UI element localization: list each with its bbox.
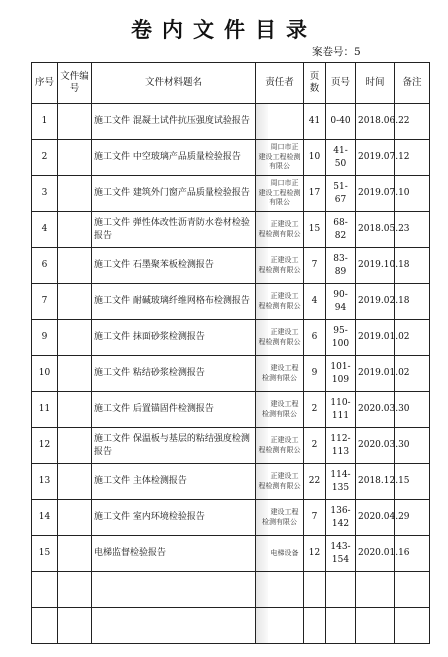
cell-pages <box>304 608 326 644</box>
cell-doc-number <box>58 500 92 536</box>
cell-page-number <box>326 608 356 644</box>
responsible-text: 建设工程检测有限公 <box>262 400 299 418</box>
cell-doc-number <box>58 356 92 392</box>
cell-doc-number <box>58 140 92 176</box>
cell-title <box>92 572 256 608</box>
responsible-text: 正建设工程检测有限公 <box>258 328 301 346</box>
responsible-text: 正建设工程检测有限公 <box>258 472 301 490</box>
cell-responsible <box>256 608 304 644</box>
table-row <box>32 212 430 248</box>
cell-pages: 41 <box>304 104 326 140</box>
responsible-text: 周口市正建设工程检测有限公 <box>258 143 301 171</box>
cell-responsible <box>256 176 304 212</box>
cell-responsible <box>256 320 304 356</box>
cell-pages: 9 <box>304 356 326 392</box>
cell-title: 施工文件 抹面砂浆检测报告 <box>92 320 256 356</box>
cell-time: 2019.07.10 <box>356 176 395 212</box>
cell-responsible <box>256 536 304 572</box>
table-row <box>32 464 430 500</box>
cell-page-number: 68-82 <box>326 212 356 248</box>
table-header-row <box>32 63 430 104</box>
cell-title: 施工文件 保温板与基层的粘结强度检测报告 <box>92 428 256 464</box>
cell-doc-number <box>58 176 92 212</box>
cell-doc-number <box>58 392 92 428</box>
file-directory-table <box>31 62 430 644</box>
cell-pages: 22 <box>304 464 326 500</box>
cell-time: 2020.01.16 <box>356 536 395 572</box>
cell-page-number <box>326 572 356 608</box>
cell-seq: 4 <box>32 212 58 248</box>
cell-time <box>356 608 395 644</box>
responsible-text: 正建设工程检测有限公 <box>258 436 301 454</box>
cell-doc-number <box>58 464 92 500</box>
cell-doc-number <box>58 536 92 572</box>
responsible-text: 建设工程检测有限公 <box>262 508 299 526</box>
cell-time: 2019.01.02 <box>356 320 395 356</box>
table-row <box>32 536 430 572</box>
cell-seq: 14 <box>32 500 58 536</box>
cell-time: 2020.04.29 <box>356 500 395 536</box>
cell-pages: 15 <box>304 212 326 248</box>
cell-pages: 2 <box>304 428 326 464</box>
cell-doc-number <box>58 428 92 464</box>
cell-title <box>92 608 256 644</box>
cell-doc-number <box>58 248 92 284</box>
cell-page-number: 41-50 <box>326 140 356 176</box>
cell-pages: 17 <box>304 176 326 212</box>
cell-page-number: 51-67 <box>326 176 356 212</box>
cell-pages: 4 <box>304 284 326 320</box>
header-seq: 序号 <box>32 63 58 104</box>
cell-remarks <box>395 608 430 644</box>
cell-responsible <box>256 212 304 248</box>
table-row <box>32 320 430 356</box>
cell-doc-number <box>58 320 92 356</box>
cell-seq: 7 <box>32 284 58 320</box>
cell-time: 2018.06.22 <box>356 104 395 140</box>
cell-pages: 12 <box>304 536 326 572</box>
cell-seq: 9 <box>32 320 58 356</box>
table-row <box>32 356 430 392</box>
table-row <box>32 104 430 140</box>
cell-time: 2018.05.23 <box>356 212 395 248</box>
responsible-text <box>275 117 285 125</box>
responsible-text <box>275 585 285 593</box>
redaction-blur <box>256 104 268 139</box>
cell-pages: 7 <box>304 500 326 536</box>
cell-time: 2020.03.30 <box>356 392 395 428</box>
cell-responsible <box>256 104 304 140</box>
cell-page-number: 90-94 <box>326 284 356 320</box>
redaction-blur <box>256 608 268 643</box>
cell-page-number: 83-89 <box>326 248 356 284</box>
responsible-text <box>275 621 285 629</box>
cell-time <box>356 572 395 608</box>
header-responsible: 责任者 <box>256 63 304 104</box>
cell-seq: 1 <box>32 104 58 140</box>
cell-page-number: 112-113 <box>326 428 356 464</box>
cell-title: 施工文件 石墨聚苯板检测报告 <box>92 248 256 284</box>
cell-responsible <box>256 572 304 608</box>
cell-page-number: 95-100 <box>326 320 356 356</box>
case-number <box>312 44 361 59</box>
cell-responsible <box>256 464 304 500</box>
cell-page-number: 0-40 <box>326 104 356 140</box>
cell-responsible <box>256 428 304 464</box>
cell-seq <box>32 572 58 608</box>
cell-doc-number <box>58 284 92 320</box>
redaction-blur <box>256 572 268 607</box>
responsible-text: 周口市正建设工程检测有限公 <box>258 179 301 207</box>
cell-title: 施工文件 弹性体改性沥青防水卷材检验报告 <box>92 212 256 248</box>
table-body <box>32 104 430 644</box>
cell-title: 施工文件 耐碱玻璃纤维网格布检测报告 <box>92 284 256 320</box>
cell-seq: 15 <box>32 536 58 572</box>
header-remarks: 备注 <box>395 63 430 104</box>
cell-doc-number <box>58 104 92 140</box>
responsible-text: 正建设工程检测有限公 <box>258 220 301 238</box>
cell-responsible <box>256 356 304 392</box>
case-number-value: 5 <box>354 46 361 58</box>
cell-time: 2019.01.02 <box>356 356 395 392</box>
table-row <box>32 248 430 284</box>
cell-seq: 11 <box>32 392 58 428</box>
cell-seq: 2 <box>32 140 58 176</box>
cell-page-number: 101-109 <box>326 356 356 392</box>
cell-seq: 12 <box>32 428 58 464</box>
cell-responsible <box>256 392 304 428</box>
cell-seq: 13 <box>32 464 58 500</box>
cell-pages <box>304 572 326 608</box>
cell-time: 2020.03.30 <box>356 428 395 464</box>
header-pages: 页数 <box>304 63 326 104</box>
cell-title: 电梯监督检验报告 <box>92 536 256 572</box>
cell-title: 施工文件 中空玻璃产品质量检验报告 <box>92 140 256 176</box>
cell-pages: 2 <box>304 392 326 428</box>
cell-seq: 3 <box>32 176 58 212</box>
cell-time: 2019.02.18 <box>356 284 395 320</box>
header-doc-number: 文件编号 <box>58 63 92 104</box>
case-number-label: 案卷号： <box>312 46 354 58</box>
table-row <box>32 500 430 536</box>
responsible-text: 建设工程检测有限公 <box>262 364 299 382</box>
header-title: 文件材料题名 <box>92 63 256 104</box>
cell-seq: 6 <box>32 248 58 284</box>
cell-page-number: 110-111 <box>326 392 356 428</box>
cell-title: 施工文件 粘结砂浆检测报告 <box>92 356 256 392</box>
cell-doc-number <box>58 572 92 608</box>
cell-seq: 10 <box>32 356 58 392</box>
cell-doc-number <box>58 608 92 644</box>
header-page-number: 页号 <box>326 63 356 104</box>
cell-title: 施工文件 室内环境检验报告 <box>92 500 256 536</box>
cell-title: 施工文件 混凝土试件抗压强度试验报告 <box>92 104 256 140</box>
table-row <box>32 428 430 464</box>
cell-title: 施工文件 主体检测报告 <box>92 464 256 500</box>
cell-responsible <box>256 248 304 284</box>
cell-pages: 7 <box>304 248 326 284</box>
cell-time: 2018.12.15 <box>356 464 395 500</box>
cell-responsible <box>256 140 304 176</box>
table-row <box>32 392 430 428</box>
responsible-text: 电梯设备 <box>270 548 299 557</box>
cell-page-number: 143-154 <box>326 536 356 572</box>
table-row <box>32 284 430 320</box>
cell-responsible <box>256 500 304 536</box>
cell-pages: 6 <box>304 320 326 356</box>
cell-title: 施工文件 建筑外门窗产品质量检验报告 <box>92 176 256 212</box>
cell-doc-number <box>58 212 92 248</box>
cell-responsible <box>256 284 304 320</box>
cell-page-number: 114-135 <box>326 464 356 500</box>
table-row <box>32 572 430 608</box>
cell-time: 2019.07.12 <box>356 140 395 176</box>
header-time: 时间 <box>356 63 395 104</box>
page-title: 卷内文件目录 <box>131 17 317 42</box>
table-row <box>32 608 430 644</box>
table-row <box>32 140 430 176</box>
cell-title: 施工文件 后置锚固件检测报告 <box>92 392 256 428</box>
responsible-text: 正建设工程检测有限公 <box>258 292 301 310</box>
responsible-text: 正建设工程检测有限公 <box>258 256 301 274</box>
cell-time: 2019.10.18 <box>356 248 395 284</box>
cell-remarks <box>395 572 430 608</box>
table-row <box>32 176 430 212</box>
cell-page-number: 136-142 <box>326 500 356 536</box>
cell-pages: 10 <box>304 140 326 176</box>
cell-seq <box>32 608 58 644</box>
